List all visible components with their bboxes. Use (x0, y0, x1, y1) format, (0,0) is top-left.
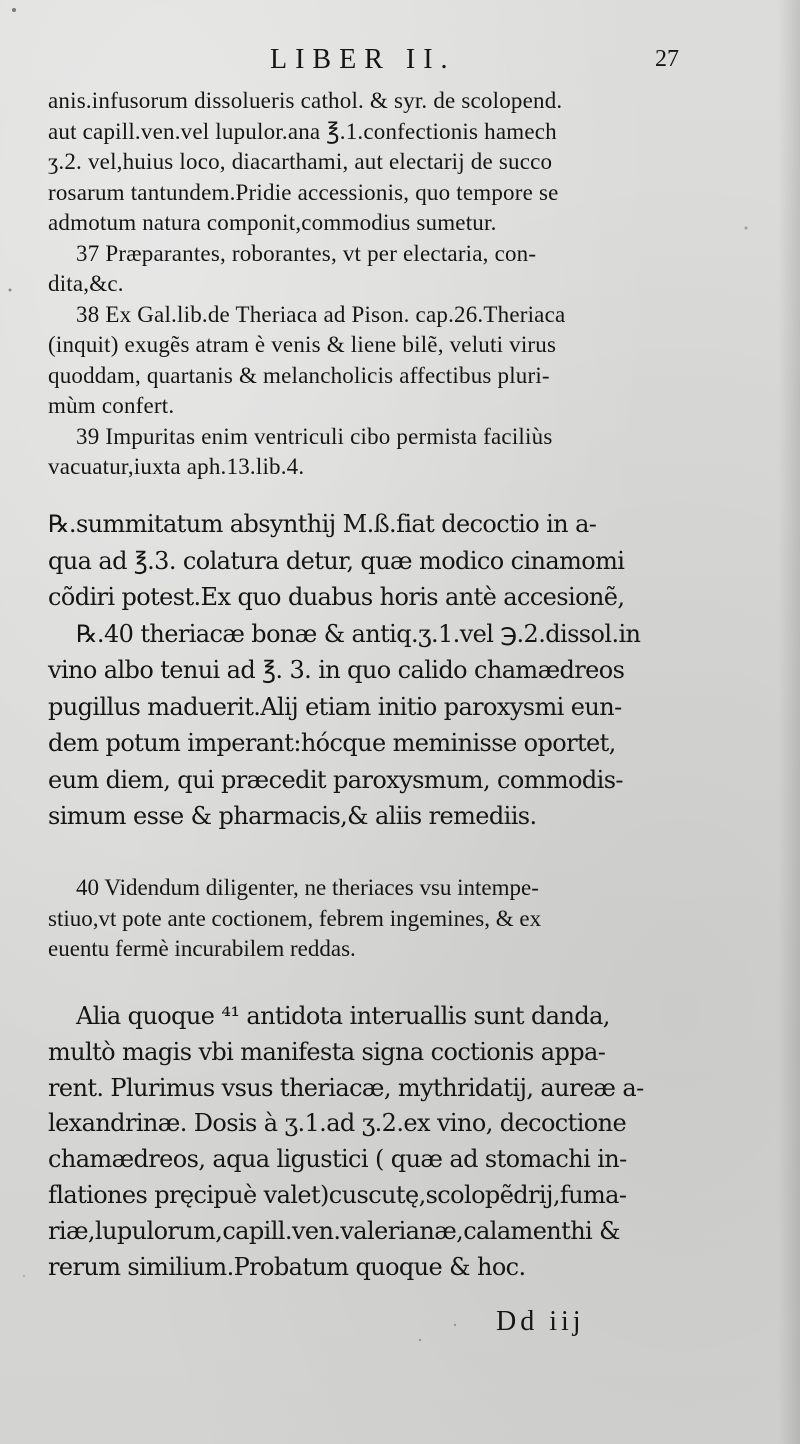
note-38 (48, 300, 698, 422)
body-line: lexandrinæ. Dosis à ʒ.1.ad ʒ.2.ex vino, decoctione (48, 1109, 627, 1138)
body-line: cõdiri potest.Ex quo duabus horis antè accesionẽ, (48, 583, 625, 611)
note-line: dita,&c. (48, 271, 124, 296)
body-line: Alia quoque ⁴¹ antidota interuallis sunt danda, (76, 1002, 610, 1030)
page-header (0, 44, 800, 84)
main-paragraph-2 (48, 999, 698, 1285)
note-continuation (48, 86, 698, 239)
page-edge-shadow (778, 0, 800, 1444)
note-line: 38 Ex Gal.lib.de Theriaca ad Pison. cap.26.Theriaca (76, 301, 566, 327)
marginal-notes-top (48, 86, 698, 483)
body-line: riæ,lupulorum,capill.ven.valerianæ,calamenthi & (48, 1216, 620, 1245)
body-line: rerum similium.Probatum quoque & hoc. (48, 1252, 526, 1281)
note-line: anis.infusorum dissolueris cathol. & syr. de scolopend. (48, 88, 563, 113)
note-39 (48, 422, 698, 483)
body-line: ℞.summitatum absynthij M.ß.fiat decoctio in a- (48, 510, 597, 538)
note-line: ʒ.2. vel,huius loco, diacarthami, aut electarij de succo (48, 149, 553, 174)
note-line: rosarum tantundem.Pridie accessionis, quo tempore se (48, 179, 559, 205)
note-line: 40 Videndum diligenter, ne theriaces vsu intempe- (76, 875, 539, 900)
body-line: eum diem, qui præcedit paroxysmum, commodis- (48, 765, 623, 794)
note-37 (48, 239, 698, 300)
body-line: rent. Plurimus vsus theriacæ, mythridatij, aureæ a- (48, 1073, 644, 1102)
body-line: pugillus maduerit.Alij etiam initio paroxysmi eun- (48, 692, 622, 721)
body-line: chamædreos, aqua ligustici ( quæ ad stomachi in- (48, 1145, 627, 1174)
note-40 (48, 873, 698, 965)
body-line: flationes pręcipuè valet)cuscutę,scolopẽdrij,fuma- (48, 1180, 627, 1209)
note-line: quoddam, quartanis & melancholicis affectibus pluri- (48, 362, 550, 388)
note-line: 37 Præparantes, roborantes, vt per electaria, con- (76, 240, 537, 266)
note-line: aut capill.ven.vel lupulor.ana ℥.1.confectionis hamech (48, 118, 557, 144)
signature-mark: Dd iij (496, 1306, 585, 1337)
note-line: euentu fermè incurabilem reddas. (48, 936, 356, 961)
note-line: stiuo,vt pote ante coctionem, febrem ingemines, & ex (48, 905, 542, 931)
note-line: (inquit) exugẽs atram è venis & liene bilẽ, veluti virus (48, 332, 557, 357)
body-line: ℞.40 theriacæ bonæ & antiq.ʒ.1.vel ℈.2.dissol.in (76, 619, 641, 648)
body-line: multò magis vbi manifesta signa coctionis appa- (48, 1037, 606, 1066)
body-line: vino albo tenui ad ℥. 3. in quo calido chamædreos (48, 656, 625, 684)
page-number: 27 (655, 46, 679, 72)
note-line: vacuatur,iuxta aph.13.lib.4. (48, 454, 305, 479)
note-line: admotum natura componit,commodius sumetur. (48, 210, 497, 235)
running-title: LIBER II. (270, 44, 456, 75)
body-line: dem potum imperant:hócque meminisse oportet, (48, 729, 616, 757)
note-line: 39 Impuritas enim ventriculi cibo permista faciliùs (76, 423, 553, 449)
body-line: qua ad ℥.3. colatura detur, quæ modico cinamomi (48, 546, 625, 575)
body-line: simum esse & pharmacis,& aliis remediis. (48, 802, 537, 830)
note-line: mùm confert. (48, 393, 175, 418)
main-paragraph-1 (48, 506, 698, 835)
